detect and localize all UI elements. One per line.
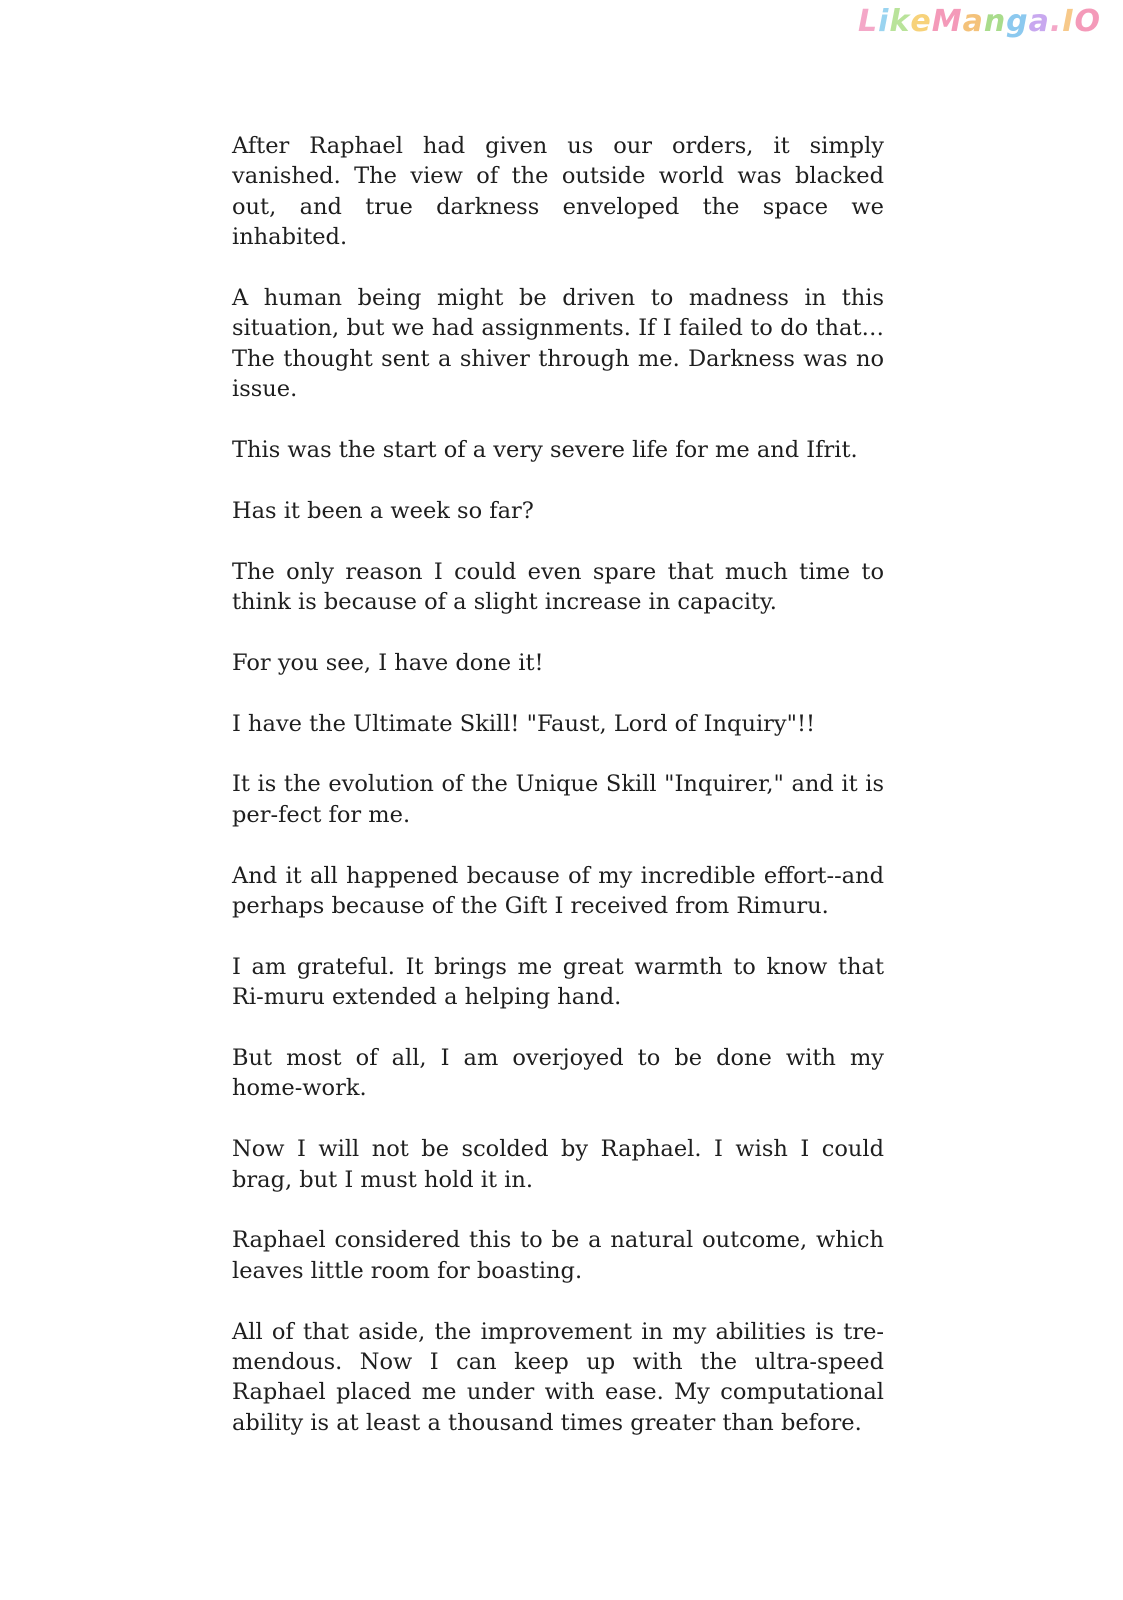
paragraph: Now I will not be scolded by Raphael. I wish I could brag, but I must hold it in. bbox=[232, 1136, 884, 1193]
watermark-letter: L bbox=[857, 4, 879, 39]
watermark-letter: g bbox=[1006, 4, 1029, 39]
paragraph: It is the evolution of the Unique Skill "Inquirer," and it is per-fect for me. bbox=[232, 771, 884, 828]
watermark-letter: . bbox=[1049, 4, 1063, 39]
paragraph: And it all happened because of my incredible effort--and perhaps because of the Gift I received from Rimuru. bbox=[232, 862, 884, 920]
paragraph: This was the start of a very severe life for me and Ifrit. bbox=[232, 437, 858, 464]
paragraph: The only reason I could even spare that much time to think is because of a slight increase in capacity. bbox=[232, 558, 884, 616]
paragraph: All of that aside, the improvement in my abilities is tre-mendous. Now I can keep up with the ultra-speed Raphael placed me under with ease. My computational ability is at least a thousand times greater than before. bbox=[232, 1318, 884, 1436]
paragraph: After Raphael had given us our orders, it simply vanished. The view of the outside world was blacked out, and true darkness enveloped the space we inhabited. bbox=[232, 133, 884, 251]
watermark-letter: n bbox=[983, 4, 1007, 39]
watermark-letter: a bbox=[962, 4, 984, 39]
watermark-letter: M bbox=[931, 4, 963, 39]
paragraph: I have the Ultimate Skill! "Faust, Lord of Inquiry"!! bbox=[232, 710, 816, 737]
page-text bbox=[232, 131, 884, 1469]
site-watermark-logo bbox=[858, 0, 1101, 44]
paragraph: But most of all, I am overjoyed to be done with my home-work. bbox=[232, 1045, 884, 1102]
paragraph: For you see, I have done it! bbox=[232, 649, 544, 676]
paragraph: Raphael considered this to be a natural outcome, which leaves little room for boasting. bbox=[232, 1227, 884, 1284]
watermark-letter: k bbox=[889, 4, 911, 39]
paragraph: A human being might be driven to madness in this situation, but we had assignments. If I failed to do that… The thought sent a shiver through me. Darkness was no issue. bbox=[232, 285, 884, 403]
watermark-letter: a bbox=[1028, 4, 1050, 39]
watermark-letter: O bbox=[1074, 4, 1101, 39]
paragraph: Has it been a week so far? bbox=[232, 497, 534, 524]
watermark-letter: i bbox=[878, 4, 890, 39]
paragraph: I am grateful. It brings me great warmth to know that Ri-muru extended a helping hand. bbox=[232, 953, 884, 1011]
watermark-letter: I bbox=[1062, 4, 1075, 39]
watermark-letter: e bbox=[910, 4, 932, 39]
